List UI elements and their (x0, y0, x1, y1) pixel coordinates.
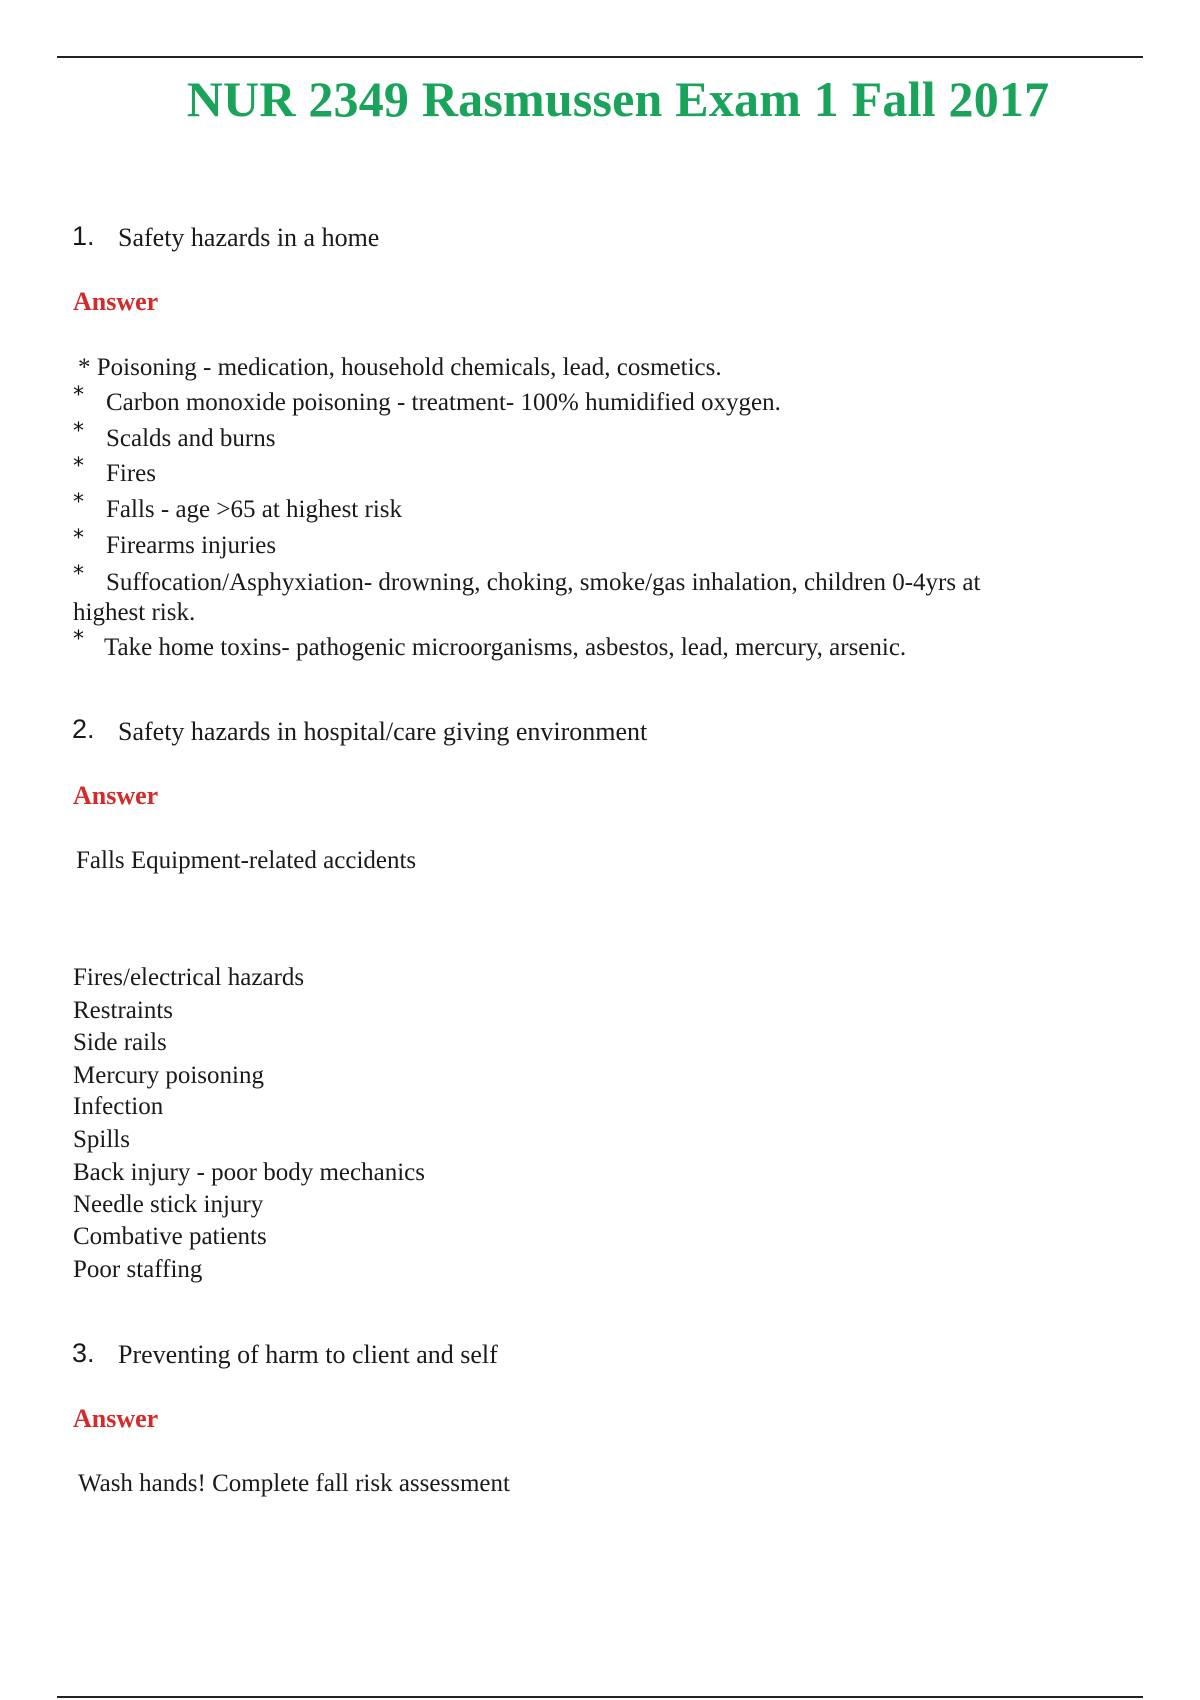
question-1-bullet: Take home toxins- pathogenic microorganisms, asbestos, lead, mercury, arsenic. (104, 634, 907, 661)
question-2-answer-lead: Falls Equipment-related accidents (76, 847, 417, 874)
question-1-bullet: Fires (106, 460, 156, 487)
question-3-number: 3. (72, 1338, 95, 1368)
question-1-answer-lead: * Poisoning - medication, household chemicals, lead, cosmetics. (78, 354, 722, 381)
bottom-rule (57, 1696, 1143, 1698)
question-2-item: Spills (73, 1126, 130, 1153)
question-2-item: Restraints (73, 997, 173, 1024)
bullet-marker: * (73, 562, 84, 587)
question-1-bullet: Carbon monoxide poisoning - treatment- 100% humidified oxygen. (106, 389, 781, 416)
bullet-marker: * (73, 419, 84, 444)
bullet-marker: * (73, 526, 84, 551)
question-1-bullet: Firearms injuries (106, 532, 277, 559)
question-2-item: Needle stick injury (73, 1191, 264, 1218)
question-2-text: Safety hazards in hospital/care giving environment (118, 717, 648, 746)
question-1-bullet: Falls - age >65 at highest risk (106, 496, 402, 523)
top-rule (57, 56, 1143, 58)
question-2-item: Mercury poisoning (73, 1062, 264, 1089)
bullet-marker: * (73, 627, 84, 652)
bullet-marker: * (73, 383, 84, 408)
question-1-bullet-continuation: highest risk. (73, 599, 196, 626)
question-3-text: Preventing of harm to client and self (118, 1340, 498, 1369)
bullet-marker: * (73, 454, 84, 479)
question-1-text: Safety hazards in a home (118, 223, 380, 252)
question-3-answer-lead: Wash hands! Complete fall risk assessment (78, 1470, 510, 1497)
question-2-item: Fires/electrical hazards (73, 964, 305, 991)
bullet-marker: * (73, 490, 84, 515)
question-2-item: Combative patients (73, 1223, 267, 1250)
question-3-answer-label: Answer (73, 1404, 159, 1433)
question-1-bullet: Scalds and burns (106, 425, 276, 452)
question-1-answer-label: Answer (73, 287, 159, 316)
document-title: NUR 2349 Rasmussen Exam 1 Fall 2017 (186, 71, 1050, 127)
question-1-bullet: Suffocation/Asphyxiation- drowning, choking, smoke/gas inhalation, children 0-4yrs at (106, 569, 981, 596)
question-2-item: Back injury - poor body mechanics (73, 1159, 425, 1186)
question-2-item: Poor staffing (73, 1256, 203, 1283)
question-2-item: Side rails (73, 1029, 167, 1056)
question-2-number: 2. (72, 714, 95, 744)
question-2-item: Infection (73, 1093, 164, 1120)
question-1-number: 1. (72, 221, 95, 251)
question-2-answer-label: Answer (73, 781, 159, 810)
